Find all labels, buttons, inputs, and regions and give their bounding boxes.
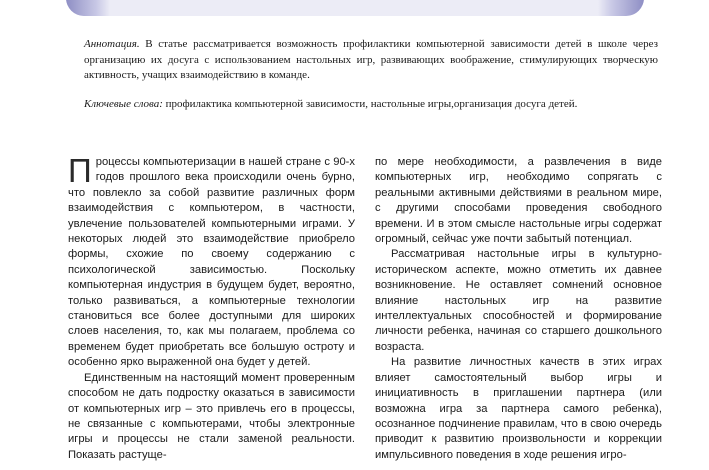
body-column-left — [68, 152, 355, 463]
keywords-label: Ключевые слова: — [84, 98, 163, 110]
header-band-left-edge — [66, 0, 110, 16]
paragraph-3: Рассматривая настольные игры в культурно-историческом аспекте, можно отметить их давнее возникновение. Не оставляет сомнений основное влияние настольных игр на развитие интеллектуальных способностей и формирование личности ребенка, начиная со старшего дошкольного возраста. — [375, 248, 662, 353]
paragraph-continued: по мере необходимости, а развлечения в виде компьютерных игр, необходимо сопрягать с реальными активными действиями в реальном мире, с другими способами проведения свободного времени. И в этом смысле настольные игры содержат огромный, сейчас уже почти забытый потенциал. — [375, 156, 662, 246]
abstract — [84, 37, 658, 84]
keywords — [84, 97, 664, 113]
header-band — [70, 0, 640, 16]
drop-cap: П — [68, 152, 92, 189]
paragraph-4: На развитие личностных качеств в этих играх влияет самостоятельный выбор игры и инициативность в приглашении партнера (или возможна игра за партнера самого ребенка), осознанное подчинение правилам, что в свою очередь приводит к развитию произвольности и коррекции импульсивного поведения в ходе решения игро- — [375, 356, 662, 461]
paragraph-intro-text: роцессы компьютеризации в нашей стране с 90-х годов прошлого века происходили очень бурно, что повлекло за собой развитие различных форм взаимодействия с компьютером, в частности, увлечение пользователей компьютерными играми. У некоторых людей это взаимодействие приобрело формы, схожие по своему содержанию с психологической зависимостью. Поскольку компьютерная индустрия в будущем будет, вероятно, только развиваться, а компьютерные технологии становиться все более доступными для широких слоев населения, то, как мы полагаем, проблема со временем будет приобретать все большую остроту и особенно ярко выраженной она будет у детей. — [68, 156, 355, 369]
header-band-right-edge — [598, 0, 644, 16]
body-column-right — [375, 155, 662, 463]
paragraph-intro — [68, 152, 355, 371]
abstract-text: В статье рассматривается возможность профилактики компьютерной зависимости детей в школе через организацию их досуга с использованием настольных игр, развивающих воображение, стимулирующих творческую активность, учащих взаимодействию в команде. — [84, 38, 658, 81]
keywords-text: профилактика компьютерной зависимости, настольные игры,организация досуга детей. — [162, 98, 578, 110]
abstract-label: Аннотация. — [84, 38, 140, 50]
paragraph-2: Единственным на настоящий момент проверенным способом не дать подростку оказаться в зависимости от компьютерных игр – это привлечь его в процессы, не связанные с компьютерами, чтобы электронные игры и процессы не стали заменой реальности. Показать растуще- — [68, 371, 355, 461]
